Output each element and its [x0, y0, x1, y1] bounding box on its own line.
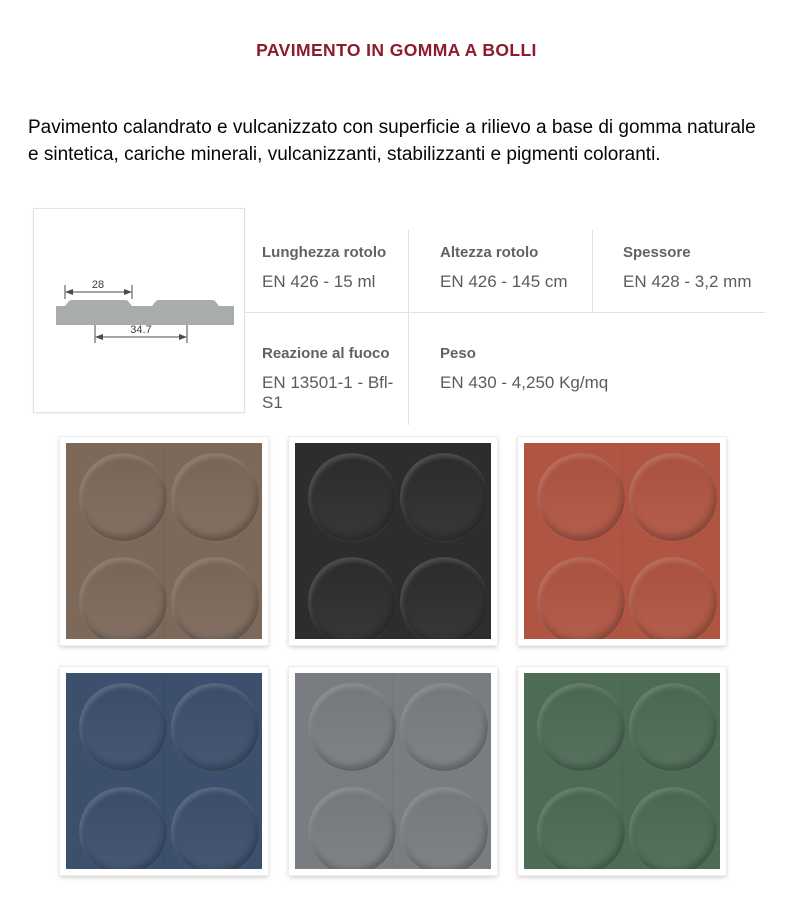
arrowhead-left-icon	[95, 334, 103, 340]
stud-circle	[171, 453, 259, 541]
stud-circle	[629, 787, 717, 875]
swatch-green	[518, 667, 726, 875]
spec-thickness	[592, 230, 765, 313]
stud-circle	[308, 787, 396, 875]
arrowhead-left-icon	[65, 289, 73, 295]
spec-value: EN 430 - 4,250 Kg/mq	[440, 373, 609, 392]
swatch-black	[289, 437, 497, 645]
spec-label: Lunghezza rotolo	[262, 244, 387, 261]
profile-stud-right	[152, 300, 219, 306]
stud-circle	[629, 557, 717, 645]
stud-circle	[79, 557, 167, 645]
stud-circle	[308, 683, 396, 771]
spec-fire-reaction	[245, 313, 408, 425]
spec-roll-length	[245, 230, 408, 313]
spec-value: EN 428 - 3,2 mm	[623, 272, 752, 291]
spec-label: Altezza rotolo	[440, 244, 539, 261]
swatch-gray	[289, 667, 497, 875]
stud-circle	[171, 557, 259, 645]
stud-circle	[308, 557, 396, 645]
spec-table	[245, 230, 765, 425]
profile-stud-left	[65, 300, 132, 306]
spec-label: Spessore	[623, 244, 691, 261]
spec-weight	[408, 313, 765, 425]
product-description: Pavimento calandrato e vulcanizzato con superficie a rilievo a base di gomma naturale e sintetica, cariche minerali, vulcanizzanti, stabilizzanti e pigmenti coloranti.	[28, 117, 756, 165]
color-swatch-grid	[60, 437, 726, 875]
stud-circle	[629, 453, 717, 541]
swatch-brown	[60, 437, 268, 645]
stud-circle	[79, 683, 167, 771]
stud-circle	[171, 787, 259, 875]
profile-cross-section-drawing	[35, 211, 243, 411]
stud-circle	[308, 453, 396, 541]
arrowhead-right-icon	[179, 334, 187, 340]
spec-value: EN 13501-1 - Bfl- S1	[262, 373, 394, 412]
stud-circle	[400, 453, 488, 541]
stud-circle	[171, 683, 259, 771]
stud-circle	[400, 787, 488, 875]
profile-base	[56, 306, 234, 325]
stud-circle	[537, 787, 625, 875]
spec-section	[33, 208, 765, 425]
dimension-top-label: 28	[91, 278, 105, 291]
spec-label: Reazione al fuoco	[262, 345, 390, 362]
stud-circle	[629, 683, 717, 771]
stud-circle	[537, 453, 625, 541]
spec-value: EN 426 - 145 cm	[440, 272, 568, 291]
stud-circle	[537, 683, 625, 771]
spec-label: Peso	[440, 345, 476, 362]
spec-roll-height	[408, 230, 592, 313]
page-title: PAVIMENTO IN GOMMA A BOLLI	[256, 40, 537, 60]
stud-circle	[400, 557, 488, 645]
stud-circle	[400, 683, 488, 771]
dimension-bottom-label: 34.7	[130, 323, 152, 336]
stud-circle	[79, 787, 167, 875]
stud-circle	[537, 557, 625, 645]
swatch-navy-blue	[60, 667, 268, 875]
arrowhead-right-icon	[124, 289, 132, 295]
spec-value: EN 426 - 15 ml	[262, 272, 376, 291]
stud-circle	[79, 453, 167, 541]
swatch-red	[518, 437, 726, 645]
profile-drawing	[33, 208, 245, 413]
